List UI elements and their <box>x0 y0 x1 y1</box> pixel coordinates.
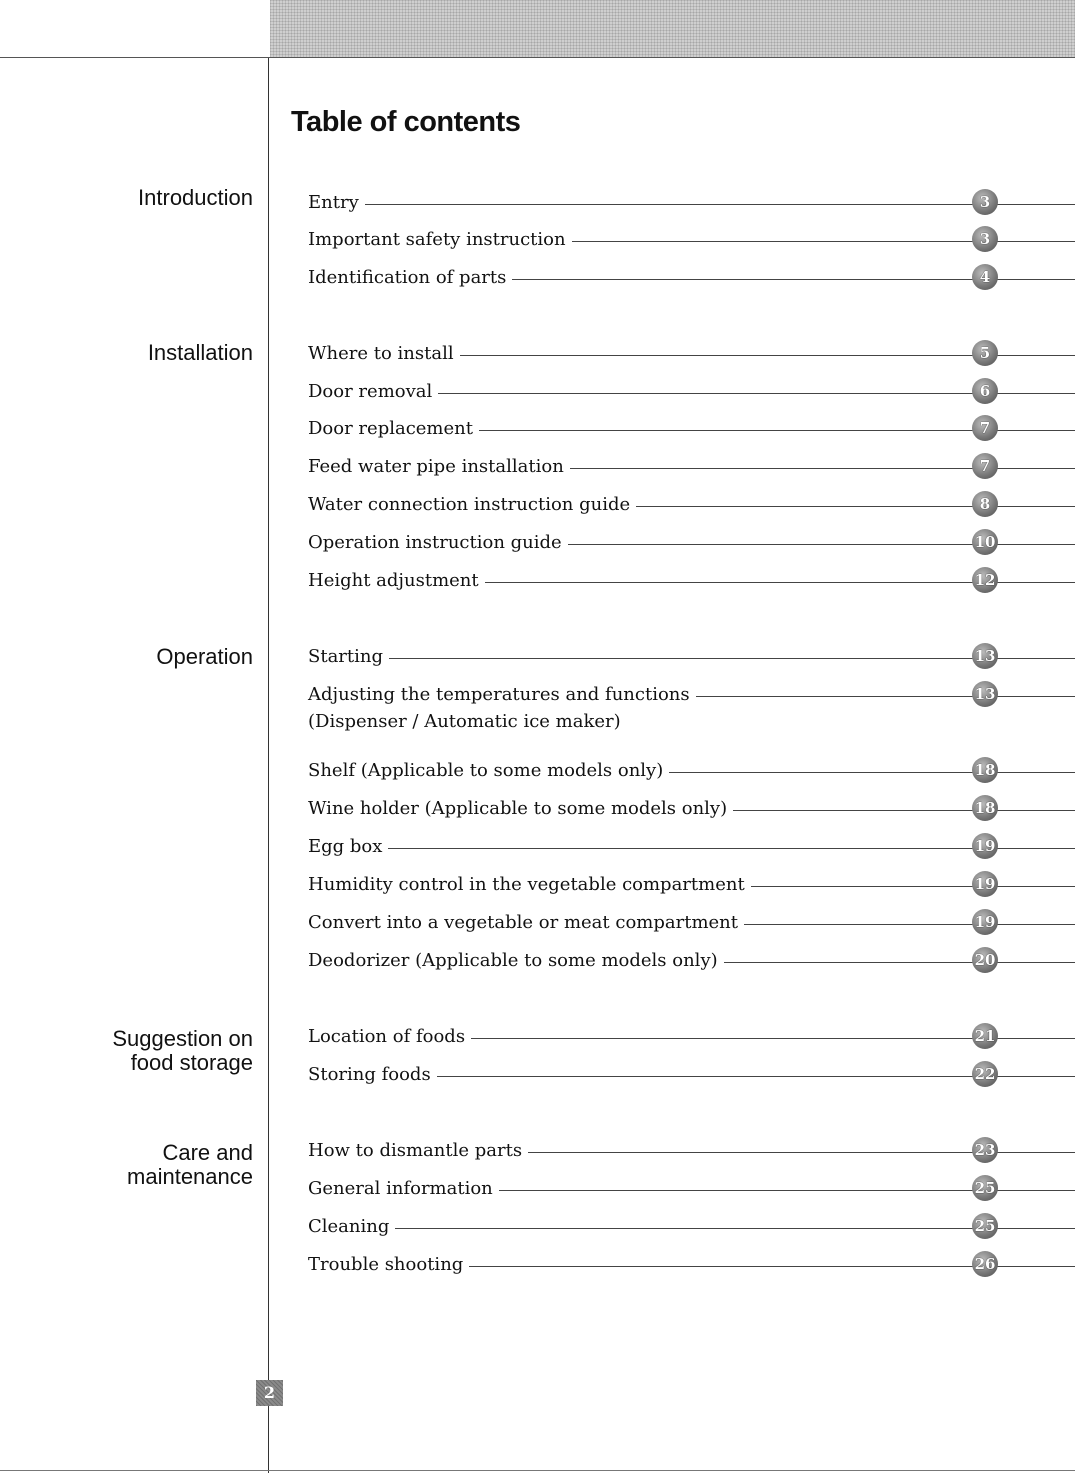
toc-entry[interactable] <box>308 570 1075 596</box>
toc-entry[interactable] <box>308 267 1075 293</box>
toc-entry[interactable] <box>308 192 1075 218</box>
toc-entry[interactable] <box>308 381 1075 407</box>
toc-entry[interactable] <box>308 1178 1075 1204</box>
toc-entry-title: How to dismantle parts <box>308 1140 528 1162</box>
page-number-badge: 18 <box>972 795 998 821</box>
toc-entry-title: Operation instruction guide <box>308 532 568 554</box>
toc-entry[interactable] <box>308 874 1075 900</box>
footer-rule <box>0 1470 1075 1471</box>
page-number-badge: 3 <box>972 189 998 215</box>
page-number-badge: 23 <box>972 1137 998 1163</box>
section-label-line: Suggestion on <box>112 1026 253 1051</box>
page-number-badge: 22 <box>972 1061 998 1087</box>
section-label-line: maintenance <box>127 1164 253 1189</box>
section-label-introduction: Introduction <box>138 185 253 210</box>
toc-entry-title: Trouble shooting <box>308 1254 469 1276</box>
page-number: 2 <box>256 1380 283 1406</box>
toc-entry-title: Height adjustment <box>308 570 485 592</box>
toc-entry-title: Water connection instruction guide <box>308 494 636 516</box>
toc-entry-title: Storing foods <box>308 1064 437 1086</box>
page-number-badge: 3 <box>972 226 998 252</box>
toc-entry-title: Shelf (Applicable to some models only) <box>308 760 669 782</box>
toc-entry-title: Deodorizer (Applicable to some models only) <box>308 950 724 972</box>
page-number-badge: 19 <box>972 871 998 897</box>
toc-entry-title: Humidity control in the vegetable compartment <box>308 874 751 896</box>
toc-entry[interactable] <box>308 836 1075 862</box>
dot-leader <box>308 658 1075 659</box>
page-number-badge: 4 <box>972 264 998 290</box>
header-rule <box>0 57 1075 58</box>
page-number-badge: 12 <box>972 567 998 593</box>
page-number-badge: 26 <box>972 1251 998 1277</box>
toc-entry-title: Starting <box>308 646 389 668</box>
page-number-badge: 25 <box>972 1175 998 1201</box>
page-number-badge: 25 <box>972 1213 998 1239</box>
toc-entry-title: Adjusting the temperatures and functions <box>308 684 696 706</box>
toc-entry[interactable] <box>308 1140 1075 1166</box>
toc-entry[interactable] <box>308 1216 1075 1242</box>
toc-entry[interactable] <box>308 418 1075 444</box>
page-number-badge: 19 <box>972 833 998 859</box>
toc-entry-title: Door removal <box>308 381 438 403</box>
page-number-badge: 7 <box>972 415 998 441</box>
section-label-line: food storage <box>130 1050 253 1075</box>
toc-entry-title: Identification of parts <box>308 267 512 289</box>
page-number-badge: 5 <box>972 340 998 366</box>
page-number-badge: 20 <box>972 947 998 973</box>
page-title: Table of contents <box>291 106 521 138</box>
toc-entry-title: Where to install <box>308 343 460 365</box>
toc-entry[interactable] <box>308 950 1075 976</box>
toc-entry[interactable] <box>308 1254 1075 1280</box>
toc-entry-title: Important safety instruction <box>308 229 572 251</box>
dot-leader <box>308 1228 1075 1229</box>
toc-entry[interactable] <box>308 684 1075 732</box>
toc-entry-title: Feed water pipe installation <box>308 456 570 478</box>
header-pattern-band <box>270 0 1075 58</box>
page-number-badge: 10 <box>972 529 998 555</box>
toc-entry[interactable] <box>308 760 1075 786</box>
page-number-badge: 6 <box>972 378 998 404</box>
column-divider <box>268 58 269 1473</box>
page-number-badge: 13 <box>972 681 998 707</box>
section-label-operation: Operation <box>156 644 253 669</box>
toc-entry-title: Door replacement <box>308 418 479 440</box>
toc-entry[interactable] <box>308 912 1075 938</box>
section-label-line: Care and <box>162 1140 253 1165</box>
page-number-badge: 8 <box>972 491 998 517</box>
section-label-installation: Installation <box>147 340 253 365</box>
toc-entry[interactable] <box>308 798 1075 824</box>
toc-entry-title: Entry <box>308 192 365 214</box>
page-number-badge: 13 <box>972 643 998 669</box>
toc-entry-title: Convert into a vegetable or meat compartment <box>308 912 744 934</box>
section-label-suggestion-on-food-storage <box>112 1027 253 1075</box>
page-number-badge: 7 <box>972 453 998 479</box>
toc-entry-subtitle: (Dispenser / Automatic ice maker) <box>308 711 621 732</box>
toc-entry[interactable] <box>308 1026 1075 1052</box>
toc-entry[interactable] <box>308 646 1075 672</box>
page-number-badge: 19 <box>972 909 998 935</box>
toc-entry-title: General information <box>308 1178 499 1200</box>
page-number-badge: 18 <box>972 757 998 783</box>
toc-entry[interactable] <box>308 229 1075 255</box>
toc-entry-title: Wine holder (Applicable to some models only) <box>308 798 733 820</box>
toc-entry[interactable] <box>308 494 1075 520</box>
toc-entry[interactable] <box>308 1064 1075 1090</box>
toc-entry[interactable] <box>308 532 1075 558</box>
toc-entry-title: Location of foods <box>308 1026 471 1048</box>
toc-entry[interactable] <box>308 343 1075 369</box>
dot-leader <box>308 204 1075 205</box>
toc-entry-title: Cleaning <box>308 1216 395 1238</box>
toc-entry-title: Egg box <box>308 836 388 858</box>
dot-leader <box>308 848 1075 849</box>
toc-entry[interactable] <box>308 456 1075 482</box>
page-number-badge: 21 <box>972 1023 998 1049</box>
section-label-care-and-maintenance <box>127 1141 253 1189</box>
